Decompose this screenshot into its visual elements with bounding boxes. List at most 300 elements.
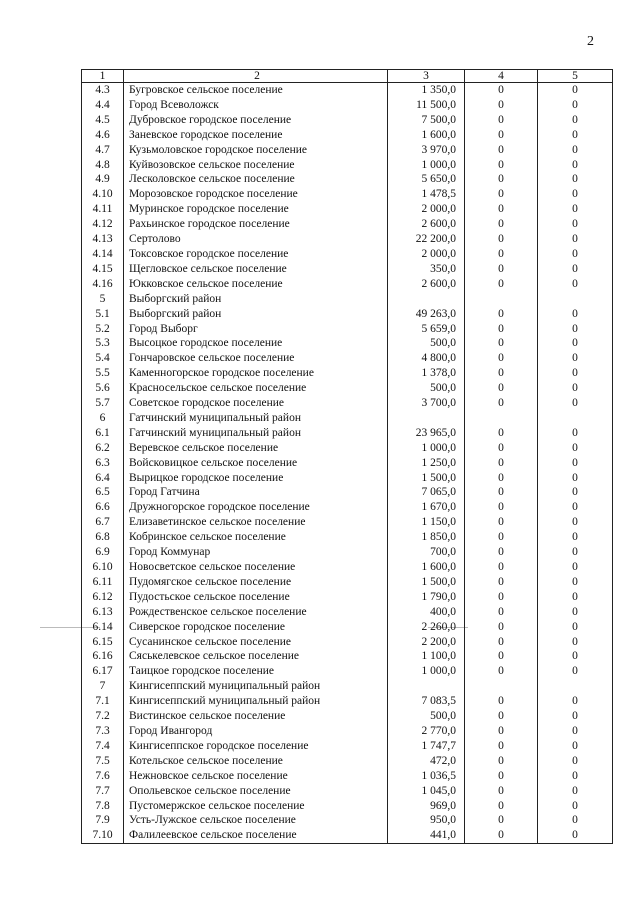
row-number-cell: 6.16 (82, 649, 124, 664)
col5-value-cell: 0 (538, 575, 613, 590)
col5-value-cell: 0 (538, 813, 613, 828)
settlement-name-cell: Морозовское городское поселение (124, 187, 388, 202)
col4-value-cell: 0 (465, 605, 538, 620)
col5-value-cell: 0 (538, 799, 613, 814)
row-number-cell: 6.11 (82, 575, 124, 590)
row-number-cell: 4.9 (82, 172, 124, 187)
table-row (82, 202, 613, 217)
col4-value-cell: 0 (465, 202, 538, 217)
row-number-cell: 7.8 (82, 799, 124, 814)
row-number-cell: 7.3 (82, 724, 124, 739)
col5-value-cell (538, 679, 613, 694)
col5-value-cell: 0 (538, 172, 613, 187)
table-row (82, 635, 613, 650)
amount-cell: 2 000,0 (388, 202, 465, 217)
row-number-cell: 6.5 (82, 485, 124, 500)
row-number-cell: 7.2 (82, 709, 124, 724)
col4-value-cell: 0 (465, 381, 538, 396)
settlement-name-cell: Новосветское сельское поселение (124, 560, 388, 575)
row-number-cell: 6.9 (82, 545, 124, 560)
col5-value-cell: 0 (538, 232, 613, 247)
table-row (82, 590, 613, 605)
table-row (82, 262, 613, 277)
table-row (82, 530, 613, 545)
amount-cell: 441,0 (388, 828, 465, 843)
settlement-name-cell: Юкковское сельское поселение (124, 277, 388, 292)
col5-value-cell: 0 (538, 590, 613, 605)
table-row (82, 158, 613, 173)
settlement-name-cell: Кингисеппский муниципальный район (124, 694, 388, 709)
row-number-cell: 5.6 (82, 381, 124, 396)
col4-value-cell: 0 (465, 128, 538, 143)
row-number-cell: 7.5 (82, 754, 124, 769)
col4-value-cell: 0 (465, 471, 538, 486)
col4-value-cell: 0 (465, 620, 538, 635)
table-row (82, 366, 613, 381)
amount-cell: 5 659,0 (388, 322, 465, 337)
amount-cell: 1 500,0 (388, 471, 465, 486)
table-row (82, 307, 613, 322)
col5-value-cell: 0 (538, 471, 613, 486)
col4-value-cell: 0 (465, 575, 538, 590)
col4-value-cell (465, 292, 538, 307)
row-number-cell: 4.13 (82, 232, 124, 247)
table-row (82, 172, 613, 187)
settlement-name-cell: Щегловское сельское поселение (124, 262, 388, 277)
col5-value-cell: 0 (538, 396, 613, 411)
amount-cell: 1 600,0 (388, 128, 465, 143)
amount-cell: 23 965,0 (388, 426, 465, 441)
row-number-cell: 5.3 (82, 336, 124, 351)
table-row (82, 441, 613, 456)
row-number-cell: 4.15 (82, 262, 124, 277)
amount-cell: 1 670,0 (388, 500, 465, 515)
col5-value-cell: 0 (538, 262, 613, 277)
col5-value-cell: 0 (538, 426, 613, 441)
col4-value-cell: 0 (465, 754, 538, 769)
col5-value-cell: 0 (538, 485, 613, 500)
table-row (82, 828, 613, 843)
row-number-cell: 4.11 (82, 202, 124, 217)
header-cell-1: 1 (82, 70, 124, 83)
table-row (82, 83, 613, 98)
settlement-name-cell: Город Гатчина (124, 485, 388, 500)
settlement-name-cell: Елизаветинское сельское поселение (124, 515, 388, 530)
settlement-name-cell: Каменногорское городское поселение (124, 366, 388, 381)
amount-cell: 1 500,0 (388, 575, 465, 590)
col4-value-cell: 0 (465, 396, 538, 411)
table-row (82, 739, 613, 754)
col5-value-cell: 0 (538, 307, 613, 322)
table-row (82, 709, 613, 724)
table-row (82, 471, 613, 486)
row-number-cell: 4.7 (82, 143, 124, 158)
col5-value-cell: 0 (538, 664, 613, 679)
settlement-name-cell: Таицкое городское поселение (124, 664, 388, 679)
col4-value-cell: 0 (465, 545, 538, 560)
col5-value-cell: 0 (538, 456, 613, 471)
header-cell-5: 5 (538, 70, 613, 83)
table-row (82, 217, 613, 232)
col4-value-cell: 0 (465, 217, 538, 232)
data-table (81, 69, 613, 844)
row-number-cell: 6 (82, 411, 124, 426)
amount-cell: 1 600,0 (388, 560, 465, 575)
table-row (82, 664, 613, 679)
settlement-name-cell: Выборгский район (124, 292, 388, 307)
col5-value-cell: 0 (538, 113, 613, 128)
row-number-cell: 6.14 (82, 620, 124, 635)
row-number-cell: 4.14 (82, 247, 124, 262)
col4-value-cell: 0 (465, 784, 538, 799)
amount-cell: 3 970,0 (388, 143, 465, 158)
table-row (82, 456, 613, 471)
row-number-cell: 6.1 (82, 426, 124, 441)
amount-cell: 3 700,0 (388, 396, 465, 411)
amount-cell: 500,0 (388, 336, 465, 351)
table-row (82, 98, 613, 113)
col4-value-cell: 0 (465, 187, 538, 202)
row-number-cell: 6.13 (82, 605, 124, 620)
settlement-name-cell: Город Выборг (124, 322, 388, 337)
settlement-name-cell: Сусанинское сельское поселение (124, 635, 388, 650)
settlement-name-cell: Советское городское поселение (124, 396, 388, 411)
settlement-name-cell: Высоцкое городское поселение (124, 336, 388, 351)
col5-value-cell: 0 (538, 381, 613, 396)
amount-cell: 350,0 (388, 262, 465, 277)
table-row (82, 769, 613, 784)
table-row (82, 620, 613, 635)
col4-value-cell: 0 (465, 113, 538, 128)
amount-cell: 1 000,0 (388, 441, 465, 456)
settlement-name-cell: Сяськелевское сельское поселение (124, 649, 388, 664)
col4-value-cell: 0 (465, 172, 538, 187)
row-number-cell: 7.1 (82, 694, 124, 709)
col4-value-cell: 0 (465, 828, 538, 843)
col4-value-cell: 0 (465, 769, 538, 784)
settlement-name-cell: Красносельское сельское поселение (124, 381, 388, 396)
col5-value-cell: 0 (538, 620, 613, 635)
col4-value-cell: 0 (465, 98, 538, 113)
row-number-cell: 4.5 (82, 113, 124, 128)
col5-value-cell: 0 (538, 709, 613, 724)
row-number-cell: 7.10 (82, 828, 124, 843)
col4-value-cell: 0 (465, 664, 538, 679)
amount-cell: 1 150,0 (388, 515, 465, 530)
col4-value-cell: 0 (465, 456, 538, 471)
col5-value-cell: 0 (538, 635, 613, 650)
col4-value-cell: 0 (465, 232, 538, 247)
settlement-name-cell: Пустомержское сельское поселение (124, 799, 388, 814)
col4-value-cell: 0 (465, 813, 538, 828)
amount-cell: 7 065,0 (388, 485, 465, 500)
col5-value-cell: 0 (538, 769, 613, 784)
col4-value-cell: 0 (465, 530, 538, 545)
amount-cell: 1 036,5 (388, 769, 465, 784)
settlement-name-cell: Усть-Лужское сельское поселение (124, 813, 388, 828)
header-row (82, 70, 613, 83)
amount-cell: 22 200,0 (388, 232, 465, 247)
settlement-name-cell: Нежновское сельское поселение (124, 769, 388, 784)
amount-cell: 1 790,0 (388, 590, 465, 605)
row-number-cell: 6.7 (82, 515, 124, 530)
col5-value-cell: 0 (538, 83, 613, 98)
col4-value-cell: 0 (465, 739, 538, 754)
col4-value-cell: 0 (465, 366, 538, 381)
col5-value-cell: 0 (538, 545, 613, 560)
col5-value-cell: 0 (538, 336, 613, 351)
col4-value-cell: 0 (465, 649, 538, 664)
row-number-cell: 7.6 (82, 769, 124, 784)
row-number-cell: 4.16 (82, 277, 124, 292)
settlement-name-cell: Дубровское городское поселение (124, 113, 388, 128)
header-cell-4: 4 (465, 70, 538, 83)
col5-value-cell: 0 (538, 247, 613, 262)
table-row (82, 336, 613, 351)
settlement-name-cell: Рахьинское городское поселение (124, 217, 388, 232)
table-row (82, 292, 613, 307)
settlement-name-cell: Котельское сельское поселение (124, 754, 388, 769)
amount-cell: 5 650,0 (388, 172, 465, 187)
settlement-name-cell: Токсовское городское поселение (124, 247, 388, 262)
amount-cell: 700,0 (388, 545, 465, 560)
col5-value-cell: 0 (538, 187, 613, 202)
row-number-cell: 7 (82, 679, 124, 694)
table-row (82, 724, 613, 739)
table-row (82, 784, 613, 799)
settlement-name-cell: Кингисеппское городское поселение (124, 739, 388, 754)
row-number-cell: 6.2 (82, 441, 124, 456)
col5-value-cell: 0 (538, 441, 613, 456)
row-number-cell: 5.7 (82, 396, 124, 411)
col5-value-cell: 0 (538, 739, 613, 754)
row-number-cell: 4.3 (82, 83, 124, 98)
col5-value-cell: 0 (538, 828, 613, 843)
settlement-name-cell: Веревское сельское поселение (124, 441, 388, 456)
settlement-name-cell: Вистинское сельское поселение (124, 709, 388, 724)
col5-value-cell: 0 (538, 128, 613, 143)
settlement-name-cell: Гатчинский муниципальный район (124, 426, 388, 441)
amount-cell: 2 200,0 (388, 635, 465, 650)
row-number-cell: 5 (82, 292, 124, 307)
table-row (82, 799, 613, 814)
amount-cell: 11 500,0 (388, 98, 465, 113)
table-row (82, 277, 613, 292)
table-row (82, 426, 613, 441)
col4-value-cell: 0 (465, 322, 538, 337)
col5-value-cell: 0 (538, 366, 613, 381)
amount-cell: 1 747,7 (388, 739, 465, 754)
col4-value-cell: 0 (465, 709, 538, 724)
table-row (82, 515, 613, 530)
col4-value-cell: 0 (465, 158, 538, 173)
col4-value-cell: 0 (465, 515, 538, 530)
col4-value-cell: 0 (465, 694, 538, 709)
row-number-cell: 6.3 (82, 456, 124, 471)
table-row (82, 128, 613, 143)
col4-value-cell: 0 (465, 143, 538, 158)
col4-value-cell: 0 (465, 635, 538, 650)
col4-value-cell: 0 (465, 247, 538, 262)
settlement-name-cell: Куйвозовское сельское поселение (124, 158, 388, 173)
col4-value-cell: 0 (465, 336, 538, 351)
col5-value-cell: 0 (538, 98, 613, 113)
table-row (82, 485, 613, 500)
col5-value-cell: 0 (538, 217, 613, 232)
settlement-name-cell: Город Коммунар (124, 545, 388, 560)
col5-value-cell (538, 292, 613, 307)
amount-cell: 400,0 (388, 605, 465, 620)
col4-value-cell: 0 (465, 724, 538, 739)
table-row (82, 232, 613, 247)
col4-value-cell: 0 (465, 351, 538, 366)
table-row (82, 649, 613, 664)
col4-value-cell: 0 (465, 441, 538, 456)
settlement-name-cell: Кобринское сельское поселение (124, 530, 388, 545)
table-row (82, 754, 613, 769)
col4-value-cell: 0 (465, 799, 538, 814)
row-number-cell: 4.10 (82, 187, 124, 202)
settlement-name-cell: Пудомягское сельское поселение (124, 575, 388, 590)
col4-value-cell: 0 (465, 485, 538, 500)
settlement-name-cell: Рождественское сельское поселение (124, 605, 388, 620)
table-row (82, 351, 613, 366)
settlement-name-cell: Город Всеволожск (124, 98, 388, 113)
amount-cell: 4 800,0 (388, 351, 465, 366)
row-number-cell: 6.6 (82, 500, 124, 515)
row-number-cell: 5.5 (82, 366, 124, 381)
col5-value-cell: 0 (538, 500, 613, 515)
settlement-name-cell: Сертолово (124, 232, 388, 247)
table-row (82, 247, 613, 262)
col5-value-cell: 0 (538, 694, 613, 709)
amount-cell: 2 260,0 (388, 620, 465, 635)
col4-value-cell: 0 (465, 500, 538, 515)
amount-cell: 1 478,5 (388, 187, 465, 202)
row-number-cell: 6.4 (82, 471, 124, 486)
amount-cell: 969,0 (388, 799, 465, 814)
amount-cell: 500,0 (388, 709, 465, 724)
row-number-cell: 5.4 (82, 351, 124, 366)
settlement-name-cell: Город Ивангород (124, 724, 388, 739)
row-number-cell: 6.12 (82, 590, 124, 605)
col5-value-cell: 0 (538, 754, 613, 769)
col5-value-cell: 0 (538, 143, 613, 158)
settlement-name-cell: Сиверское городское поселение (124, 620, 388, 635)
col5-value-cell: 0 (538, 560, 613, 575)
row-number-cell: 6.8 (82, 530, 124, 545)
amount-cell: 2 770,0 (388, 724, 465, 739)
table-row (82, 575, 613, 590)
col4-value-cell: 0 (465, 426, 538, 441)
table-row (82, 143, 613, 158)
amount-cell: 1 378,0 (388, 366, 465, 381)
settlement-name-cell: Гатчинский муниципальный район (124, 411, 388, 426)
amount-cell: 1 100,0 (388, 649, 465, 664)
settlement-name-cell: Войсковицкое сельское поселение (124, 456, 388, 471)
table-row (82, 113, 613, 128)
row-number-cell: 5.2 (82, 322, 124, 337)
amount-cell: 7 083,5 (388, 694, 465, 709)
settlement-name-cell: Пудостьское сельское поселение (124, 590, 388, 605)
settlement-name-cell: Заневское городское поселение (124, 128, 388, 143)
amount-cell: 2 600,0 (388, 217, 465, 232)
amount-cell: 1 045,0 (388, 784, 465, 799)
col4-value-cell (465, 411, 538, 426)
row-number-cell: 7.9 (82, 813, 124, 828)
amount-cell: 49 263,0 (388, 307, 465, 322)
amount-cell: 1 250,0 (388, 456, 465, 471)
amount-cell: 950,0 (388, 813, 465, 828)
row-number-cell: 4.4 (82, 98, 124, 113)
amount-cell: 1 350,0 (388, 83, 465, 98)
table-row (82, 411, 613, 426)
table-row (82, 396, 613, 411)
table-row (82, 187, 613, 202)
amount-cell: 500,0 (388, 381, 465, 396)
col4-value-cell: 0 (465, 307, 538, 322)
col5-value-cell: 0 (538, 322, 613, 337)
col5-value-cell: 0 (538, 202, 613, 217)
col5-value-cell: 0 (538, 784, 613, 799)
settlement-name-cell: Вырицкое городское поселение (124, 471, 388, 486)
col4-value-cell: 0 (465, 262, 538, 277)
col5-value-cell: 0 (538, 530, 613, 545)
row-number-cell: 6.17 (82, 664, 124, 679)
table-row (82, 500, 613, 515)
amount-cell (388, 679, 465, 694)
amount-cell: 1 000,0 (388, 158, 465, 173)
table-row (82, 605, 613, 620)
row-number-cell: 7.7 (82, 784, 124, 799)
settlement-name-cell: Бугровское сельское поселение (124, 83, 388, 98)
row-number-cell: 6.15 (82, 635, 124, 650)
table-row (82, 545, 613, 560)
settlement-name-cell: Лесколовское сельское поселение (124, 172, 388, 187)
col5-value-cell: 0 (538, 605, 613, 620)
col5-value-cell: 0 (538, 158, 613, 173)
table-row (82, 322, 613, 337)
settlement-name-cell: Выборгский район (124, 307, 388, 322)
settlement-name-cell: Муринское городское поселение (124, 202, 388, 217)
amount-cell: 472,0 (388, 754, 465, 769)
col5-value-cell: 0 (538, 724, 613, 739)
amount-cell: 1 850,0 (388, 530, 465, 545)
row-number-cell: 4.8 (82, 158, 124, 173)
header-cell-2: 2 (124, 70, 388, 83)
settlement-name-cell: Фалилеевское сельское поселение (124, 828, 388, 843)
settlement-name-cell: Гончаровское сельское поселение (124, 351, 388, 366)
row-number-cell: 4.12 (82, 217, 124, 232)
row-number-cell: 5.1 (82, 307, 124, 322)
settlement-name-cell: Дружногорское городское поселение (124, 500, 388, 515)
header-cell-3: 3 (388, 70, 465, 83)
col5-value-cell: 0 (538, 515, 613, 530)
col5-value-cell: 0 (538, 351, 613, 366)
col5-value-cell: 0 (538, 649, 613, 664)
amount-cell (388, 411, 465, 426)
amount-cell: 2 000,0 (388, 247, 465, 262)
amount-cell: 2 600,0 (388, 277, 465, 292)
col4-value-cell: 0 (465, 590, 538, 605)
settlement-name-cell: Кузьмоловское городское поселение (124, 143, 388, 158)
table-row (82, 813, 613, 828)
table-row (82, 694, 613, 709)
table-row (82, 679, 613, 694)
page-number: 2 (587, 34, 594, 49)
row-number-cell: 4.6 (82, 128, 124, 143)
amount-cell: 1 000,0 (388, 664, 465, 679)
